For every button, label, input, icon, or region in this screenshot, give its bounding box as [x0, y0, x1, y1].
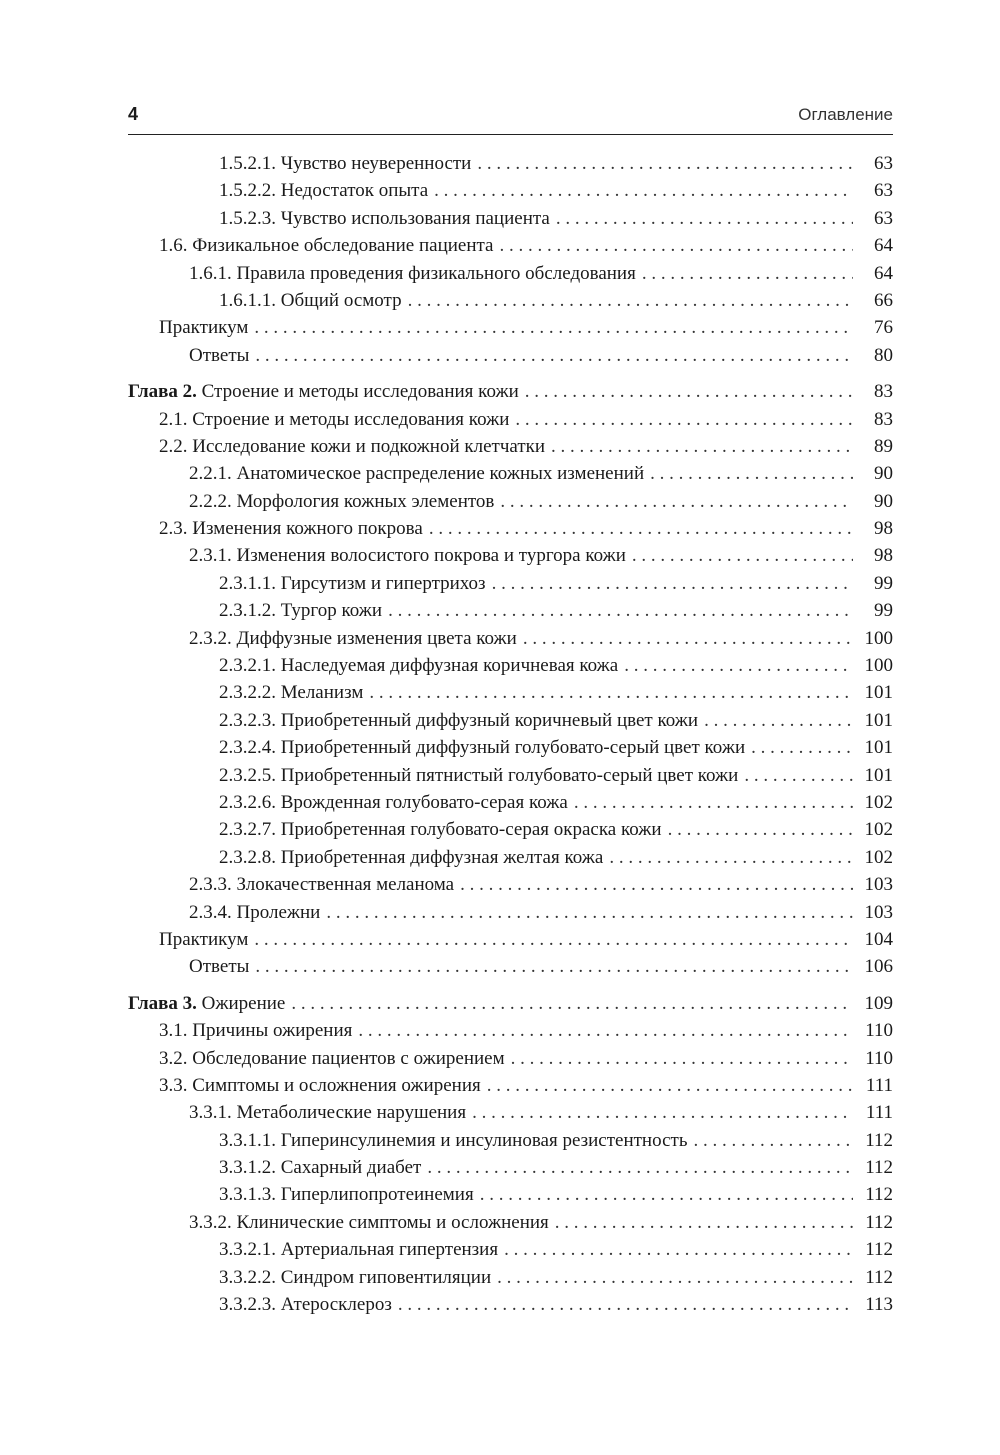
toc-entry-title: Гирсутизм и гипертрихоз — [280, 572, 486, 594]
toc-entry — [128, 597, 893, 624]
toc-entry-number: 3.3.1. — [189, 1102, 232, 1124]
toc-entry-page: 63 — [874, 180, 893, 202]
toc-entry-page: 83 — [874, 381, 893, 403]
toc-entry — [128, 205, 893, 232]
toc-entry-label — [219, 734, 745, 761]
toc-entry-page: 103 — [864, 874, 893, 896]
toc-entry-number: 3.3.2.2. — [219, 1266, 276, 1288]
toc-dot-leader — [398, 1291, 853, 1318]
toc-entry-page: 104 — [864, 928, 893, 950]
toc-entry-number: Глава 3. — [128, 992, 197, 1014]
toc-entry-number: 2.3.2.2. — [219, 682, 276, 704]
toc-entry-number: 1.5.2.3. — [219, 207, 276, 229]
toc-entry — [128, 488, 893, 515]
toc-entry-label — [159, 433, 545, 460]
toc-dot-leader — [751, 734, 853, 761]
toc-dot-leader — [427, 1154, 853, 1181]
toc-entry-number: 2.1. — [159, 408, 188, 430]
toc-entry-title: Злокачественная меланома — [236, 874, 455, 896]
toc-entry-label — [189, 460, 644, 487]
toc-entry-label — [159, 1017, 352, 1044]
toc-dot-leader — [388, 597, 853, 624]
toc-entry-label — [189, 953, 249, 980]
toc-entry-title: Обследование пациентов с ожирением — [192, 1047, 505, 1069]
toc-chapter-entry — [128, 990, 893, 1017]
toc-entry-title: Наследуемая диффузная коричневая кожа — [280, 655, 619, 677]
toc-entry-number: 1.6.1.1. — [219, 289, 276, 311]
toc-entry-number: 3.3.2. — [189, 1211, 232, 1233]
toc-entry — [128, 652, 893, 679]
toc-entry — [128, 1045, 893, 1072]
toc-entry-number: 2.3.2.5. — [219, 764, 276, 786]
toc-dot-leader — [358, 1017, 853, 1044]
toc-entry-number: 2.3.2.8. — [219, 846, 276, 868]
toc-dot-leader — [291, 990, 853, 1017]
toc-entry-label — [219, 570, 486, 597]
toc-entry-label — [159, 515, 423, 542]
toc-entry-number: 1.6.1. — [189, 262, 232, 284]
toc-dot-leader — [500, 488, 853, 515]
toc-dot-leader — [500, 232, 854, 259]
toc-entry-title: Пролежни — [236, 901, 321, 923]
toc-entry-title: Причины ожирения — [192, 1020, 353, 1042]
toc-entry-number: 1.5.2.2. — [219, 180, 276, 202]
toc-entry-label — [219, 177, 428, 204]
toc-entry-number: 2.2.2. — [189, 490, 232, 512]
toc-entry-label — [219, 1264, 491, 1291]
toc-entry-page: 102 — [864, 791, 893, 813]
toc-entry-page: 101 — [864, 737, 893, 759]
toc-entry — [128, 871, 893, 898]
toc-dot-leader — [632, 542, 853, 569]
toc-entry-label — [219, 679, 363, 706]
toc-dot-leader — [574, 789, 853, 816]
toc-entry-number: 2.3. — [159, 518, 188, 540]
toc-entry-number: 2.2. — [159, 435, 188, 457]
toc-dot-leader — [525, 378, 853, 405]
toc-entry-page: 83 — [874, 408, 893, 430]
toc-entry-label — [219, 816, 662, 843]
toc-dot-leader — [460, 871, 853, 898]
toc-entry-page: 101 — [864, 709, 893, 731]
toc-entry-label — [159, 1072, 481, 1099]
toc-entry-page: 112 — [865, 1239, 893, 1261]
toc-entry-number: 3.1. — [159, 1020, 188, 1042]
toc-entry-title: Гиперлипопротеинемия — [280, 1184, 474, 1206]
toc-entry-title: Строение и методы исследования кожи — [201, 381, 519, 403]
toc-entry — [128, 679, 893, 706]
toc-entry-number: 3.2. — [159, 1047, 188, 1069]
toc-entry-number: 2.3.1.1. — [219, 572, 276, 594]
toc-entry-page: 106 — [864, 956, 893, 978]
toc-entry-number: 2.3.2.7. — [219, 819, 276, 841]
toc-entry — [128, 789, 893, 816]
toc-entry-page: 113 — [865, 1294, 893, 1316]
toc-entry-title: Чувство неуверенности — [280, 153, 472, 174]
toc-entry-page: 64 — [874, 235, 893, 257]
toc-entry — [128, 1209, 893, 1236]
toc-entry-title: Общий осмотр — [280, 289, 402, 311]
toc-dot-leader — [480, 1181, 853, 1208]
toc-entry — [128, 342, 893, 369]
toc-entry-title: Изменения кожного покрова — [192, 518, 423, 540]
toc-entry — [128, 1154, 893, 1181]
toc-entry — [128, 1127, 893, 1154]
toc-entry-page: 102 — [864, 819, 893, 841]
toc-entry-number: 1.5.2.1. — [219, 153, 276, 174]
toc-entry — [128, 287, 893, 314]
toc-entry-label — [189, 488, 494, 515]
toc-entry-page: 66 — [874, 289, 893, 311]
toc-entry-page: 98 — [874, 545, 893, 567]
toc-entry-title: Анатомическое распределение кожных изменений — [236, 463, 645, 485]
toc-entry — [128, 232, 893, 259]
toc-entry-number: 2.3.2.1. — [219, 655, 276, 677]
toc-entry-page: 112 — [865, 1266, 893, 1288]
toc-entry-page: 101 — [864, 764, 893, 786]
toc-entry-page: 110 — [865, 1020, 893, 1042]
toc-entry-title: Правила проведения физикального обследования — [236, 262, 636, 284]
toc-entry-label — [219, 287, 402, 314]
toc-dot-leader — [429, 515, 853, 542]
toc-entry-page: 111 — [865, 1074, 893, 1096]
toc-entry — [128, 433, 893, 460]
toc-entry-number: 3.3.1.2. — [219, 1157, 276, 1179]
toc-entry — [128, 899, 893, 926]
toc-entry-page: 100 — [864, 655, 893, 677]
toc-entry-label — [189, 871, 454, 898]
toc-entry-number: 2.3.3. — [189, 874, 232, 896]
toc-entry-title: Практикум — [159, 928, 249, 950]
toc-entry-label — [219, 597, 382, 624]
toc-entry-page: 112 — [865, 1184, 893, 1206]
toc-entry-number: 3.3.2.1. — [219, 1239, 276, 1261]
toc-dot-leader — [255, 342, 853, 369]
toc-entry-title: Симптомы и осложнения ожирения — [192, 1074, 481, 1096]
page-header — [128, 104, 893, 132]
toc-entry-label — [219, 1127, 687, 1154]
toc-entry-page: 76 — [874, 317, 893, 339]
toc-entry-title: Морфология кожных элементов — [236, 490, 495, 512]
toc-entry-title: Атеросклероз — [280, 1294, 392, 1316]
toc-dot-leader — [477, 150, 853, 177]
toc-entry-page: 110 — [865, 1047, 893, 1069]
toc-entry-label — [219, 762, 738, 789]
toc-entry — [128, 625, 893, 652]
toc-entry-title: Изменения волосистого покрова и тургора кожи — [236, 545, 626, 567]
toc-entry — [128, 460, 893, 487]
toc-entry-title: Метаболические нарушения — [236, 1102, 467, 1124]
toc-dot-leader — [668, 816, 853, 843]
toc-dot-leader — [744, 762, 853, 789]
toc-dot-leader — [255, 953, 853, 980]
toc-entry-title: Тургор кожи — [280, 600, 383, 622]
toc-entry — [128, 1072, 893, 1099]
toc-dot-leader — [555, 1209, 853, 1236]
toc-entry-title: Ожирение — [201, 992, 286, 1014]
toc-entry-title: Физикальное обследование пациента — [192, 235, 494, 257]
toc-entry-number: 3.3.1.3. — [219, 1184, 276, 1206]
toc-entry-label — [189, 899, 320, 926]
toc-dot-leader — [650, 460, 853, 487]
toc-dot-leader — [434, 177, 853, 204]
toc-dot-leader — [492, 570, 853, 597]
toc-entry-page: 98 — [874, 518, 893, 540]
toc-chapter-entry — [128, 378, 893, 405]
toc-entry-title: Меланизм — [280, 682, 364, 704]
toc-entry-number: 2.3.2.6. — [219, 791, 276, 813]
toc-entry-title: Чувство использования пациента — [280, 207, 550, 229]
toc-entry-number: Глава 2. — [128, 381, 197, 403]
toc-entry-label — [159, 314, 248, 341]
toc-entry — [128, 515, 893, 542]
toc-entry-title: Сахарный диабет — [280, 1157, 422, 1179]
toc-entry-page: 112 — [865, 1211, 893, 1233]
toc-dot-leader — [624, 652, 853, 679]
toc-entry-label — [159, 926, 248, 953]
page-number: 4 — [128, 104, 139, 124]
toc-dot-leader — [487, 1072, 853, 1099]
toc-entry-title: Клинические симптомы и осложнения — [236, 1211, 549, 1233]
toc-entry-page: 103 — [864, 901, 893, 923]
header-rule — [128, 134, 893, 135]
toc-entry-page: 101 — [864, 682, 893, 704]
toc-dot-leader — [523, 625, 853, 652]
toc-entry-label — [189, 542, 626, 569]
running-title: Оглавление — [798, 105, 893, 124]
toc-entry-title: Строение и методы исследования кожи — [192, 408, 510, 430]
toc-entry-page: 64 — [874, 262, 893, 284]
toc-entry-label — [219, 1154, 421, 1181]
toc-entry-label — [189, 625, 517, 652]
toc-entry-label — [219, 1181, 474, 1208]
toc-entry-label — [219, 844, 603, 871]
toc-entry-number: 2.2.1. — [189, 463, 232, 485]
toc-dot-leader — [556, 205, 853, 232]
toc-entry-label — [219, 1291, 392, 1318]
toc-entry-title: Недостаток опыта — [280, 180, 429, 202]
toc-entry-page: 90 — [874, 463, 893, 485]
toc-entry — [128, 844, 893, 871]
toc-entry — [128, 1181, 893, 1208]
toc-entry-page: 90 — [874, 490, 893, 512]
toc-entry-label — [219, 205, 550, 232]
toc-entry — [128, 734, 893, 761]
toc-dot-leader — [408, 287, 853, 314]
toc-entry-label — [159, 1045, 505, 1072]
toc-entry-label — [189, 1099, 466, 1126]
toc-dot-leader — [511, 1045, 853, 1072]
toc-dot-leader — [704, 707, 853, 734]
toc-entry-label — [159, 406, 509, 433]
toc-dot-leader — [693, 1127, 853, 1154]
toc-entry-number: 2.3.1.2. — [219, 600, 276, 622]
toc-entry — [128, 314, 893, 341]
toc-entry-page: 112 — [865, 1129, 893, 1151]
toc-entry — [128, 260, 893, 287]
toc-entry-number: 2.3.2. — [189, 627, 232, 649]
toc-entry-page: 109 — [864, 992, 893, 1014]
toc-entry-title: Приобретенная голубовато-серая окраска кожи — [280, 819, 662, 841]
toc-entry-label — [219, 150, 471, 177]
toc-entry — [128, 542, 893, 569]
toc-entry-title: Диффузные изменения цвета кожи — [236, 627, 517, 649]
toc-dot-leader — [609, 844, 853, 871]
toc-entry-label — [219, 707, 698, 734]
toc-dot-leader — [326, 899, 853, 926]
toc-entry — [128, 1291, 893, 1318]
toc-entry-title: Приобретенный диффузный голубовато-серый цвет кожи — [280, 737, 746, 759]
toc-entry-title: Приобретенный пятнистый голубовато-серый цвет кожи — [280, 764, 739, 786]
toc-entry-label — [219, 652, 618, 679]
toc-dot-leader — [369, 679, 853, 706]
toc-entry-number: 1.6. — [159, 235, 188, 257]
toc-entry-label — [189, 342, 249, 369]
toc-entry — [128, 150, 893, 177]
toc-entry — [128, 1236, 893, 1263]
toc-entry — [128, 1099, 893, 1126]
toc-dot-leader — [254, 926, 853, 953]
toc-entry-title: Врожденная голубовато-серая кожа — [280, 791, 568, 813]
toc-entry-page: 63 — [874, 207, 893, 229]
toc-entry-number: 3.3. — [159, 1074, 188, 1096]
toc-entry — [128, 1017, 893, 1044]
toc-entry-label — [128, 378, 519, 405]
toc-entry-page: 99 — [874, 600, 893, 622]
toc-entry-page: 112 — [865, 1157, 893, 1179]
toc-entry-number: 3.3.1.1. — [219, 1129, 276, 1151]
toc-entry — [128, 762, 893, 789]
toc-entry-label — [128, 990, 285, 1017]
toc-entry — [128, 953, 893, 980]
toc-dot-leader — [254, 314, 853, 341]
toc-entry-label — [159, 232, 494, 259]
toc-dot-leader — [551, 433, 853, 460]
toc-entry-number: 2.3.2.3. — [219, 709, 276, 731]
toc-entry — [128, 926, 893, 953]
table-of-contents — [128, 150, 893, 1318]
toc-entry-number: 2.3.1. — [189, 545, 232, 567]
toc-entry — [128, 707, 893, 734]
toc-dot-leader — [515, 406, 853, 433]
toc-dot-leader — [472, 1099, 853, 1126]
toc-entry-page: 63 — [874, 153, 893, 174]
toc-entry — [128, 570, 893, 597]
toc-entry-label — [219, 789, 568, 816]
toc-dot-leader — [497, 1264, 853, 1291]
toc-entry — [128, 816, 893, 843]
toc-entry-title: Приобретенный диффузный коричневый цвет кожи — [280, 709, 699, 731]
toc-entry-title: Ответы — [189, 956, 250, 978]
toc-entry-title: Ответы — [189, 344, 250, 366]
toc-entry — [128, 1264, 893, 1291]
toc-entry-title: Гиперинсулинемия и инсулиновая резистентность — [280, 1129, 688, 1151]
toc-dot-leader — [504, 1236, 853, 1263]
toc-entry-page: 99 — [874, 572, 893, 594]
toc-dot-leader — [642, 260, 853, 287]
toc-entry-label — [189, 1209, 549, 1236]
toc-entry-title: Приобретенная диффузная желтая кожа — [280, 846, 604, 868]
toc-entry-title: Артериальная гипертензия — [280, 1239, 499, 1261]
toc-entry-title: Синдром гиповентиляции — [280, 1266, 492, 1288]
toc-entry-page: 80 — [874, 344, 893, 366]
toc-entry-page: 102 — [864, 846, 893, 868]
toc-entry-label — [189, 260, 636, 287]
toc-entry-number: 2.3.2.4. — [219, 737, 276, 759]
toc-entry-title: Практикум — [159, 317, 249, 339]
toc-entry-title: Исследование кожи и подкожной клетчатки — [192, 435, 546, 457]
toc-entry — [128, 406, 893, 433]
toc-entry-page: 100 — [864, 627, 893, 649]
toc-entry-label — [219, 1236, 498, 1263]
toc-entry-page: 89 — [874, 435, 893, 457]
toc-entry-number: 3.3.2.3. — [219, 1294, 276, 1316]
toc-entry-page: 111 — [865, 1102, 893, 1124]
toc-entry-number: 2.3.4. — [189, 901, 232, 923]
toc-entry — [128, 177, 893, 204]
